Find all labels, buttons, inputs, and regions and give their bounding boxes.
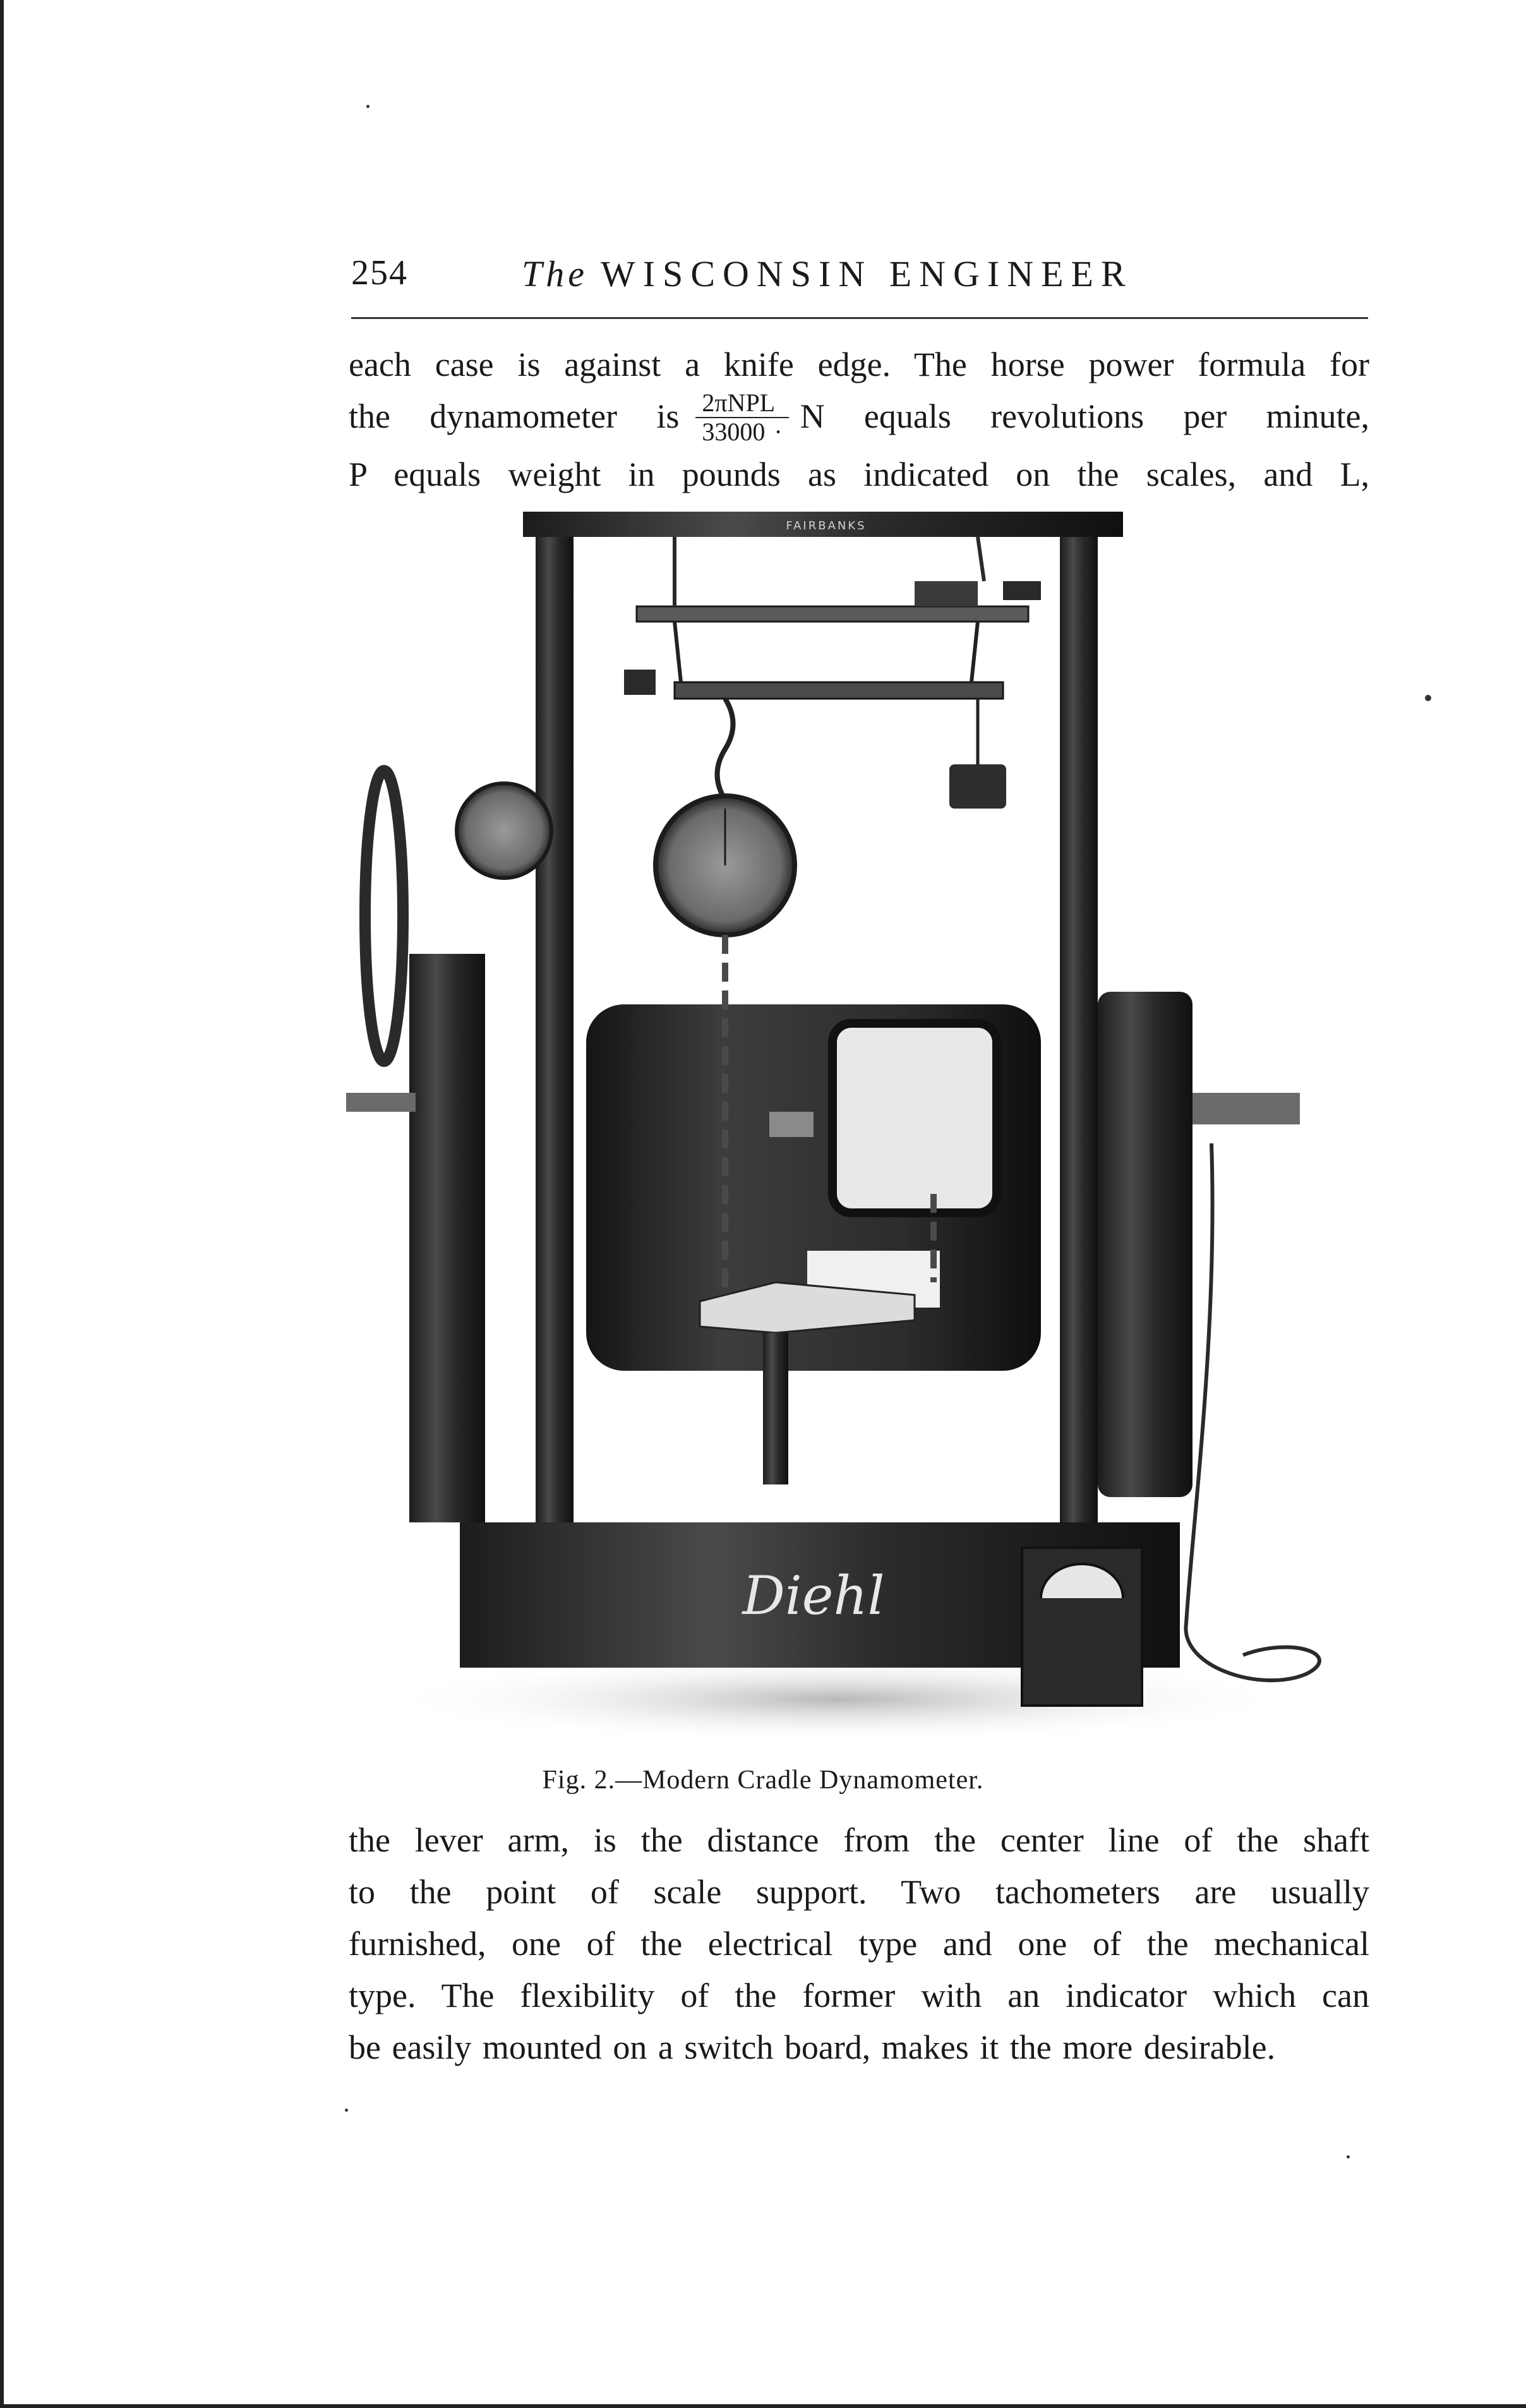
hanging-weight [949, 764, 1006, 809]
page-number: 254 [351, 253, 408, 292]
frame-column-left [536, 537, 574, 1548]
lever-counterweight [624, 670, 656, 695]
machine-logo: Diehl [742, 1565, 885, 1627]
figure-caption: Fig. 2.—Modern Cradle Dynamometer. [542, 1766, 984, 1795]
lever-link [675, 622, 681, 682]
text-line: be easily mounted on a switch board, makes it the more desirable. [349, 2028, 1276, 2066]
body-text-top [349, 339, 1369, 500]
scale-poise [915, 581, 978, 606]
scan-speck [1425, 695, 1431, 701]
scale-beam [637, 606, 1028, 622]
formula-denominator: 33000 · [702, 417, 783, 446]
belt-pulley [365, 771, 403, 1061]
text-line: each case is against a knife edge. The horse power formula for [349, 346, 1369, 383]
text-line: type. The flexibility of the former with an indicator which can [349, 1977, 1369, 2014]
scan-border-left [0, 0, 4, 2408]
header-rule [351, 317, 1368, 319]
scan-speck [366, 105, 369, 108]
journal-title-name: WISCONSIN ENGINEER [601, 253, 1133, 294]
shaft-left [346, 1093, 416, 1112]
scale-hanger-rod [978, 537, 984, 581]
scan-speck [1347, 2155, 1350, 2158]
floor-shadow [384, 1655, 1294, 1743]
pedestal-right [1098, 992, 1193, 1497]
drum-window [832, 1023, 997, 1213]
scan-speck [345, 2109, 348, 2112]
dynamometer-figure [346, 512, 1357, 1743]
shaft-right [1193, 1093, 1300, 1124]
lever-link [971, 622, 978, 682]
dynamometer-illustration [346, 512, 1357, 1743]
scan-border-bottom [0, 2404, 1526, 2408]
text-line-with-formula [349, 390, 1369, 448]
formula-numerator: 2πNPL [695, 389, 788, 418]
running-head [351, 253, 1366, 303]
s-hook [718, 699, 733, 800]
scale-lever [675, 682, 1003, 699]
journal-title-article: The [522, 253, 588, 294]
text-fragment: the dynamometer is [349, 397, 680, 435]
support-post [763, 1333, 788, 1484]
tachometer-gauge [457, 783, 551, 878]
horsepower-formula [695, 389, 788, 446]
text-line: P equals weight in pounds as indicated on the scales, and L, [349, 455, 1369, 493]
text-line: to the point of scale support. Two tachometers are usually [349, 1873, 1369, 1911]
journal-title [522, 253, 1133, 295]
scale-counterweight [1003, 581, 1041, 600]
name-plate [769, 1112, 814, 1137]
pedestal-left [409, 954, 485, 1522]
scale-brand-label: FAIRBANKS [786, 519, 867, 533]
text-line: the lever arm, is the distance from the center line of the shaft [349, 1821, 1369, 1859]
text-fragment: N equals revolutions per minute, [800, 397, 1369, 435]
text-line: furnished, one of the electrical type and one of the mechanical [349, 1925, 1369, 1963]
cable [1186, 1143, 1319, 1680]
body-text-bottom [349, 1814, 1369, 2073]
frame-column-right [1060, 537, 1098, 1548]
